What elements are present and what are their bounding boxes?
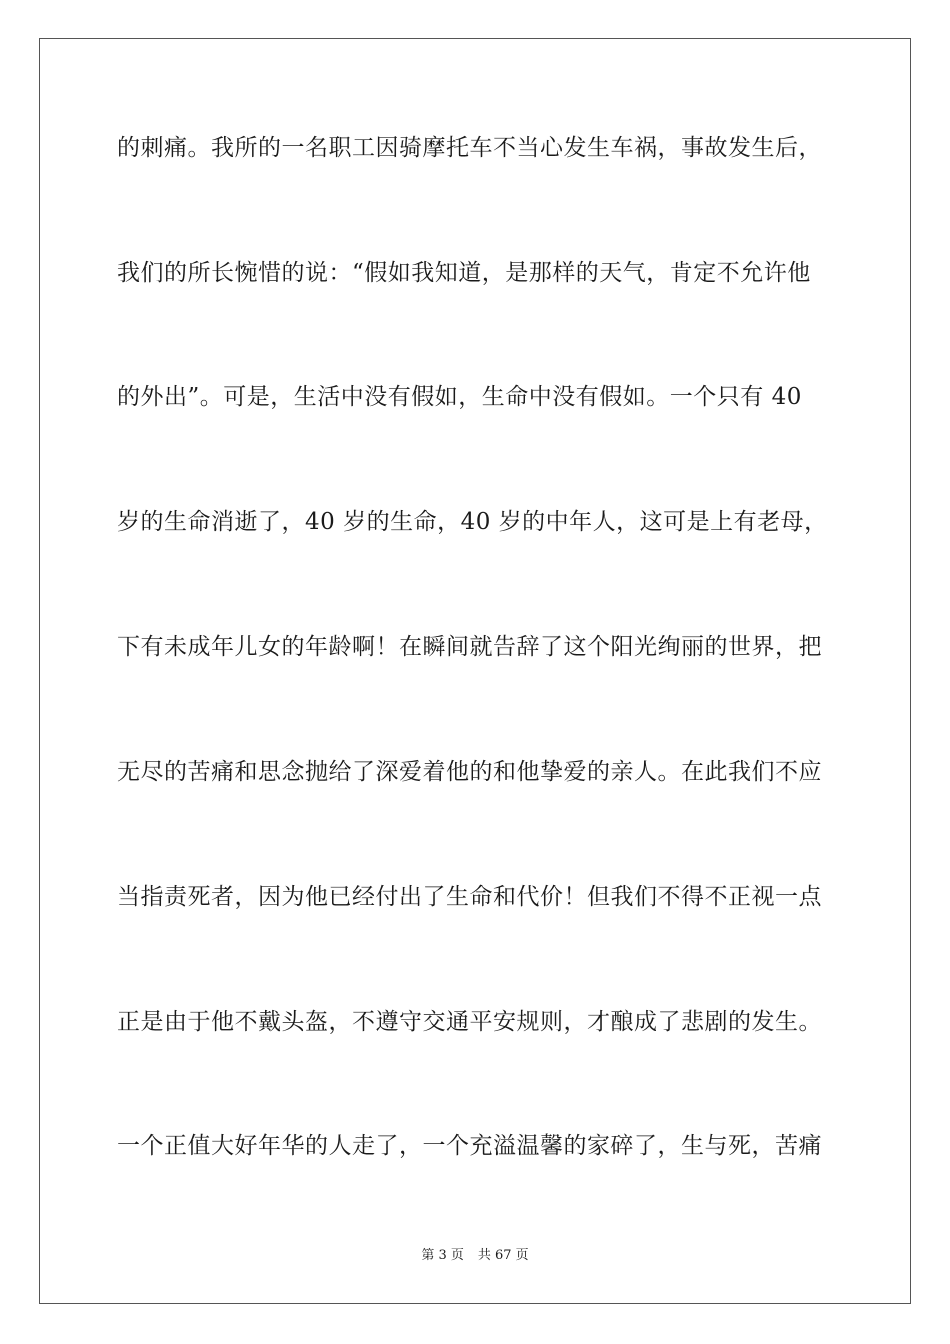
body-text-line: 无尽的苦痛和思念抛给了深爱着他的和他挚爱的亲人。在此我们不应 (117, 759, 822, 785)
page-number: 第 3 页 (421, 1248, 464, 1263)
body-text-line: 正是由于他不戴头盔，不遵守交通平安规则，才酿成了悲剧的发生。 (117, 1009, 822, 1035)
body-text-line: 的刺痛。我所的一名职工因骑摩托车不当心发生车祸，事故发生后， (117, 135, 822, 161)
body-text-line: 岁的生命消逝了，40 岁的生命，40 岁的中年人，这可是上有老母， (117, 509, 828, 535)
page-total: 共 67 页 (477, 1248, 529, 1263)
body-text-line: 当指责死者，因为他已经付出了生命和代价！但我们不得不正视一点 (117, 884, 822, 910)
body-text-line: 的外出”。可是，生活中没有假如，生命中没有假如。一个只有 40 (117, 384, 802, 410)
body-text-line: 我们的所长惋惜的说：“假如我知道，是那样的天气，肯定不允许他 (117, 260, 811, 286)
page-border (39, 38, 911, 1304)
page-footer (0, 1246, 950, 1266)
body-text-line: 一个正值大好年华的人走了，一个充溢温馨的家碎了，生与死，苦痛 (117, 1133, 822, 1159)
body-text-line: 下有未成年儿女的年龄啊！在瞬间就告辞了这个阳光绚丽的世界，把 (117, 634, 822, 660)
